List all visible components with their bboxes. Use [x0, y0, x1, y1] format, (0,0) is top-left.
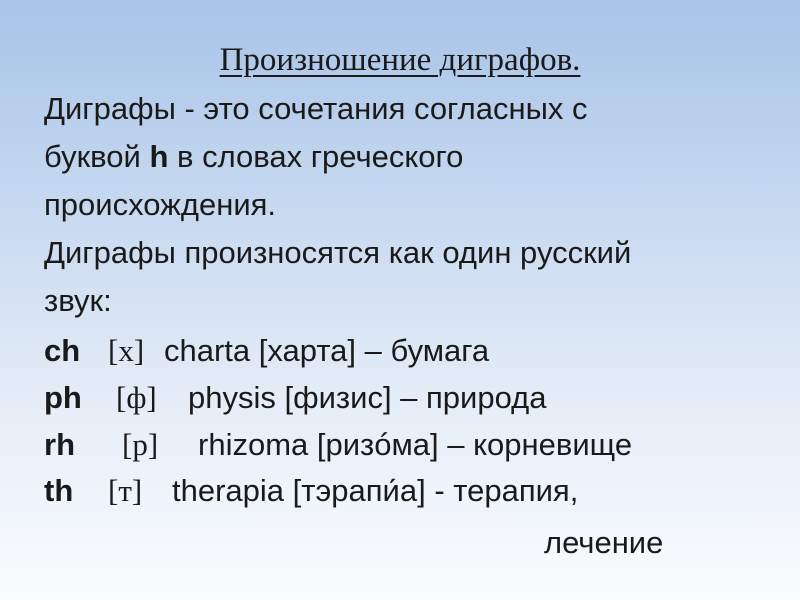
definition-text-c: в словах греческого [168, 139, 464, 174]
digraph-row-th [44, 472, 578, 510]
pronunciation-line-1: Диграфы произносятся как один русский [44, 235, 632, 270]
letter-h: h [149, 139, 169, 174]
digraph-example: therapia [тэрапи́а] - терапия, [172, 473, 579, 508]
pronunciation-line-2: звук: [44, 283, 112, 318]
digraph-sound: [х] [108, 333, 145, 368]
definition-line-2 [44, 138, 463, 176]
slide-title: Произношение диграфов. [219, 42, 581, 78]
definition-text-a: буквой [44, 139, 150, 174]
digraph-row-ch [44, 332, 489, 370]
digraph-example: charta [харта] – бумага [164, 333, 490, 368]
digraph: rh [44, 427, 75, 462]
digraph-example: physis [физис] – природа [188, 380, 547, 415]
digraph-example-continuation: лечение [544, 525, 664, 560]
digraph-sound: [р] [122, 427, 159, 462]
digraph: th [44, 473, 74, 508]
digraph: ch [44, 333, 81, 368]
definition-line-1: Диграфы - это сочетания согласных с [44, 91, 588, 126]
digraph: ph [44, 380, 82, 415]
digraph-row-ph [44, 379, 547, 417]
digraph-example: rhizoma [ризóма] – корневище [198, 427, 633, 462]
digraph-sound: [т] [108, 473, 143, 508]
definition-line-3: происхождения. [44, 187, 277, 222]
digraph-row-rh [44, 426, 632, 464]
digraph-sound: [ф] [116, 380, 157, 415]
